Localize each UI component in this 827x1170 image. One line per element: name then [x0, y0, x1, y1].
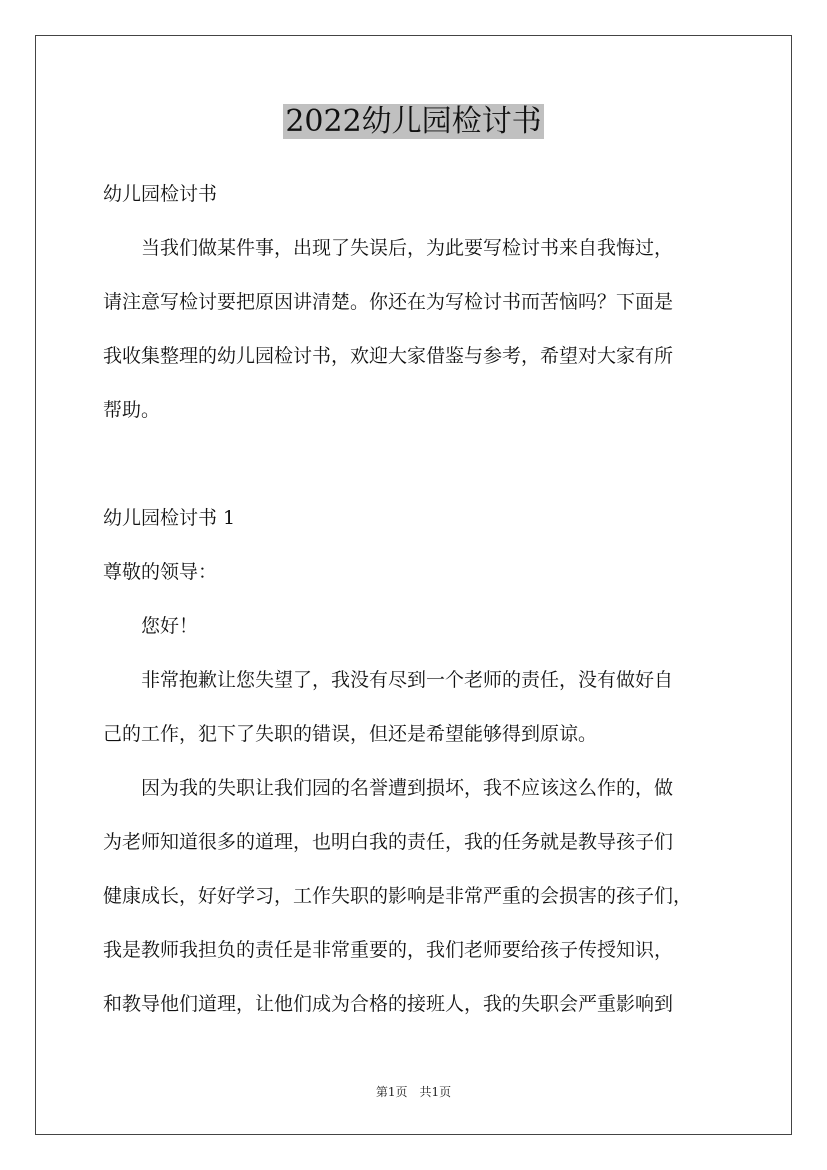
intro-line: 当我们做某件事，出现了失误后，为此要写检讨书来自我悔过， — [141, 237, 674, 259]
paragraph-line: 和教导他们道理，让他们成为合格的接班人，我的失职会严重影响到 — [103, 993, 674, 1015]
intro-line: 请注意写检讨要把原因讲清楚。你还在为写检讨书而苦恼吗？下面是 — [103, 291, 674, 313]
intro-heading: 幼儿园检讨书 — [103, 183, 218, 205]
document-title-text: 2022幼儿园检讨书 — [285, 104, 542, 139]
paragraph-line: 为老师知道很多的道理，也明白我的责任，我的任务就是教导孩子们 — [103, 831, 674, 853]
paragraph-line: 健康成长，好好学习，工作失职的影响是非常严重的会损害的孩子们， — [103, 885, 693, 907]
paragraph-line: 非常抱歉让您失望了，我没有尽到一个老师的责任，没有做好自 — [141, 669, 674, 691]
document-title — [0, 101, 827, 143]
page-number-footer: 第1页 共1页 — [375, 1085, 452, 1099]
intro-line: 帮助。 — [103, 399, 161, 421]
document-body — [103, 167, 743, 1031]
salutation: 尊敬的领导： — [103, 561, 218, 583]
paragraph-line: 己的工作，犯下了失职的错误，但还是希望能够得到原谅。 — [103, 723, 598, 745]
intro-line: 我收集整理的幼儿园检讨书，欢迎大家借鉴与参考，希望对大家有所 — [103, 345, 674, 367]
paragraph-gap — [103, 437, 743, 491]
paragraph-line: 因为我的失职让我们园的名誉遭到损坏，我不应该这么作的，做 — [141, 777, 674, 799]
paragraph-line: 我是教师我担负的责任是非常重要的，我们老师要给孩子传授知识， — [103, 939, 674, 961]
section-heading: 幼儿园检讨书 1 — [103, 507, 236, 529]
greeting: 您好！ — [141, 615, 199, 637]
